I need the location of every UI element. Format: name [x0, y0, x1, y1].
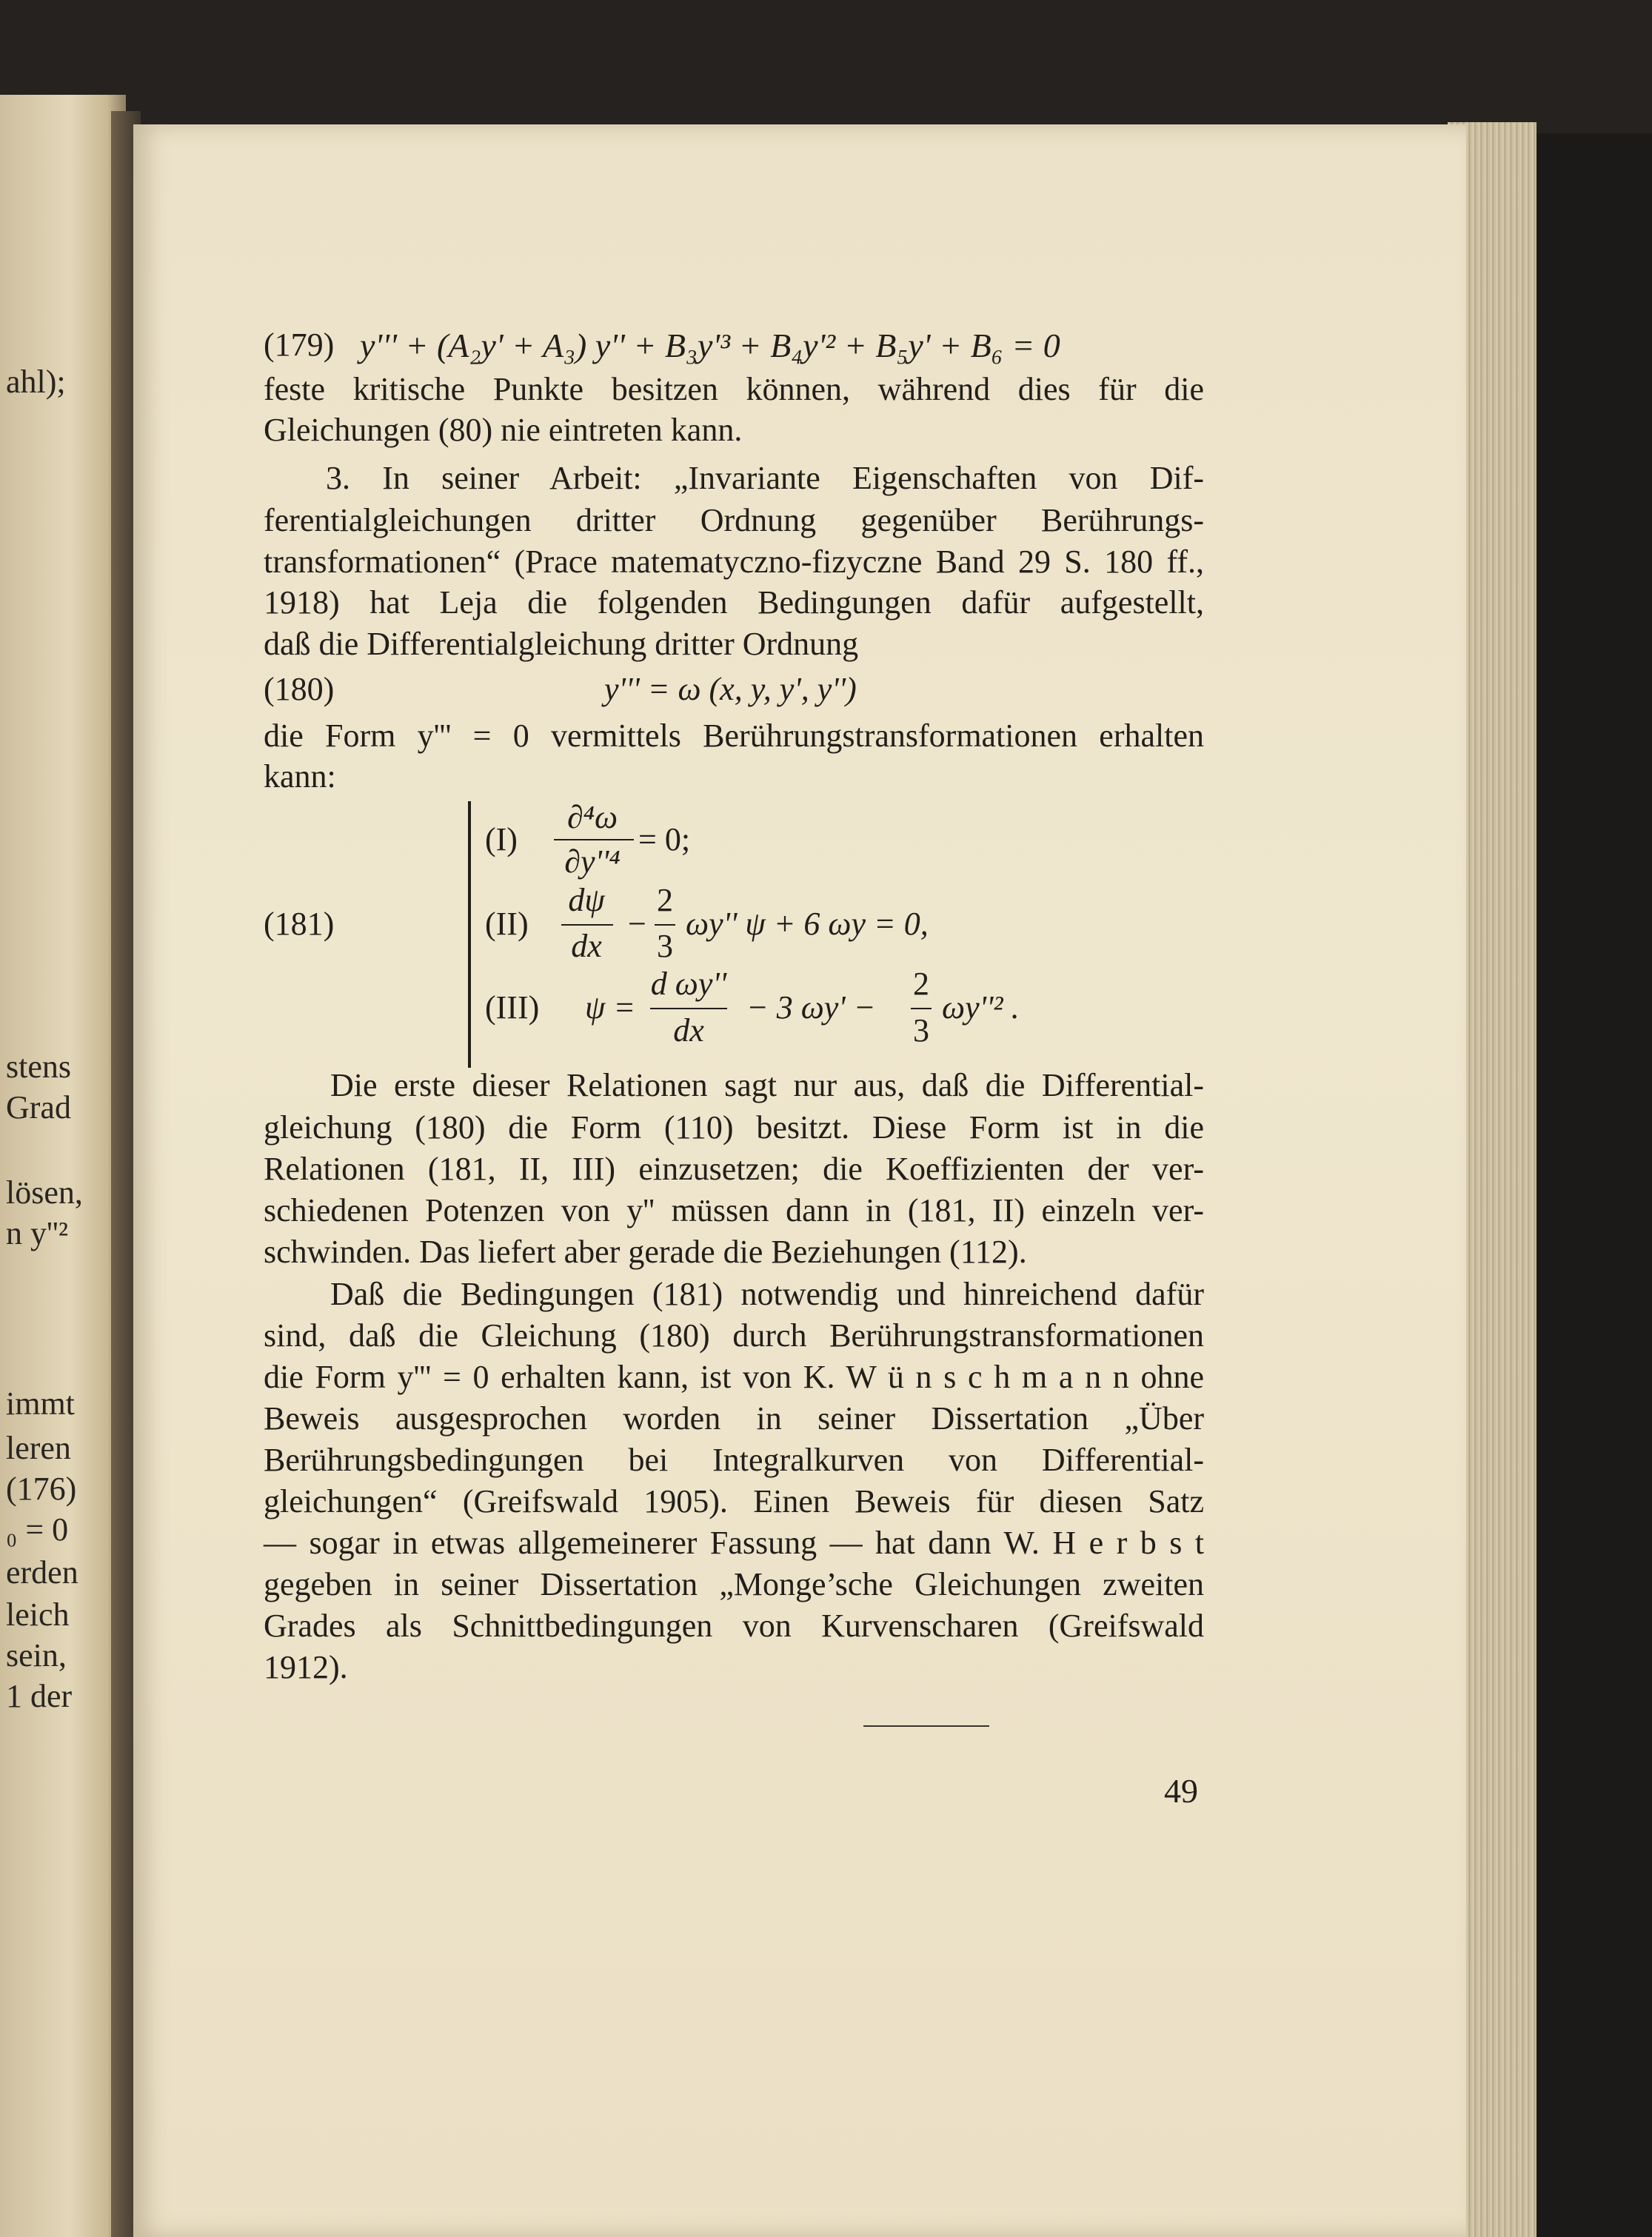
- text-line: feste kritische Punkte besitzen können, während dies für die: [264, 371, 1204, 407]
- text-line: 1912).: [264, 1649, 348, 1685]
- text-line: gleichung (180) die Form (110) besitzt. Diese Form ist in die: [264, 1109, 1204, 1146]
- fraction-bar: [554, 839, 634, 840]
- text-line: transformationen“ (Prace matematyczno-fizyczne Band 29 S. 180 ff.,: [264, 544, 1204, 580]
- left-fragment: leich: [6, 1596, 70, 1633]
- text-line: gegeben in seiner Dissertation „Monge’sche Gleichungen zweiten: [264, 1566, 1204, 1602]
- fraction-numerator: 2: [913, 966, 929, 1002]
- equation-operator: −: [628, 906, 646, 942]
- equation-rest: = 0;: [638, 821, 691, 857]
- fraction-bar: [650, 1008, 727, 1009]
- left-fragment: Grad: [6, 1089, 71, 1126]
- left-fragment: stens: [6, 1049, 71, 1085]
- equation-rest: ωy'' ψ + 6 ωy = 0,: [686, 906, 929, 942]
- fraction-denominator: 3: [913, 1012, 929, 1049]
- text-line: Gleichungen (80) nie eintreten kann.: [264, 412, 743, 448]
- left-fragment: lösen,: [6, 1174, 83, 1211]
- section-rule: [863, 1725, 989, 1727]
- equation-operator: − 3 ωy' −: [746, 989, 876, 1026]
- text-line: die Form y''' = 0 erhalten kann, ist von K. W ü n s c h m a n n ohne: [264, 1359, 1204, 1395]
- fraction-numerator: d ωy'': [650, 966, 727, 1002]
- text-line: gleichungen“ (Greifswald 1905). Einen Beweis für diesen Satz: [264, 1483, 1204, 1519]
- left-fragment: 1 der: [6, 1678, 73, 1714]
- text-line: Daß die Bedingungen (181) notwendig und hinreichend dafür: [330, 1276, 1204, 1312]
- text-line: schiedenen Potenzen von y'' müssen dann in (181, II) einzeln ver-: [264, 1192, 1204, 1228]
- text-line: Berührungsbedingungen bei Integralkurven von Differential-: [264, 1442, 1204, 1478]
- text-line: schwinden. Das liefert aber gerade die Beziehungen (112).: [264, 1234, 1027, 1270]
- left-fragment: erden: [6, 1554, 78, 1591]
- fraction-denominator: dx: [571, 928, 602, 964]
- condition-label: (II): [485, 906, 529, 942]
- fraction-denominator: ∂y''⁴: [564, 843, 621, 880]
- equation-lhs: ψ =: [585, 989, 636, 1026]
- condition-label: (III): [485, 989, 540, 1026]
- fraction-numerator: ∂⁴ω: [566, 799, 618, 835]
- text-line: 1918) hat Leja die folgenden Bedingungen dafür aufgestellt,: [264, 584, 1204, 621]
- equation-rest: ωy''² .: [942, 989, 1020, 1026]
- text-line: Beweis ausgesprochen worden in seiner Dissertation „Über: [264, 1400, 1204, 1437]
- text-line: die Form y''' = 0 vermittels Berührungstransformationen erhalten: [264, 718, 1204, 754]
- equation-179: y''' + (A₂y' + A₃) y'' + B₃y'³ + B₄y'² + B₅y' + B₆ = 0: [360, 327, 1060, 364]
- left-fragment: immt: [6, 1385, 75, 1422]
- text-line: — sogar in etwas allgemeinerer Fassung — hat dann W. H e r b s t: [264, 1525, 1204, 1561]
- equation-number: (180): [264, 671, 335, 707]
- left-fragment: ahl);: [6, 364, 66, 400]
- equation-number: (181): [264, 906, 335, 942]
- fraction-denominator: dx: [673, 1012, 704, 1049]
- left-fragment: leren: [6, 1430, 71, 1466]
- condition-label: (I): [485, 821, 518, 857]
- fraction-bar: [911, 1008, 932, 1009]
- fraction-numerator: 2: [657, 882, 673, 918]
- left-fragment: ₀ = 0: [6, 1511, 69, 1548]
- equation-number: (179): [264, 327, 335, 363]
- fraction-numerator: dψ: [568, 882, 605, 918]
- fraction-bar: [561, 924, 613, 926]
- left-fragment: sein,: [6, 1637, 67, 1673]
- text-line: Relationen (181, II, III) einzusetzen; die Koeffizienten der ver-: [264, 1151, 1204, 1187]
- text-line: kann:: [264, 758, 336, 795]
- brace: [468, 801, 471, 1068]
- left-fragment: (176): [6, 1471, 77, 1507]
- fraction-bar: [655, 924, 675, 926]
- text-line: Grades als Schnittbedingungen von Kurvenscharen (Greifswald: [264, 1608, 1204, 1644]
- page-number: 49: [1164, 1772, 1198, 1810]
- text-line: daß die Differentialgleichung dritter Ordnung: [264, 626, 859, 662]
- left-fragment: n y''²: [6, 1215, 69, 1251]
- left-page: [0, 95, 126, 2237]
- book-cover: [1525, 133, 1652, 2237]
- fraction-denominator: 3: [657, 928, 673, 964]
- text-line: sind, daß die Gleichung (180) durch Berührungstransformationen: [264, 1317, 1204, 1354]
- text-line: 3. In seiner Arbeit: „Invariante Eigenschaften von Dif-: [326, 460, 1204, 496]
- text-line: ferentialgleichungen dritter Ordnung gegenüber Berührungs-: [264, 502, 1204, 538]
- equation-180: y''' = ω (x, y, y', y''): [604, 671, 857, 707]
- text-line: Die erste dieser Relationen sagt nur aus, daß die Differential-: [330, 1067, 1204, 1103]
